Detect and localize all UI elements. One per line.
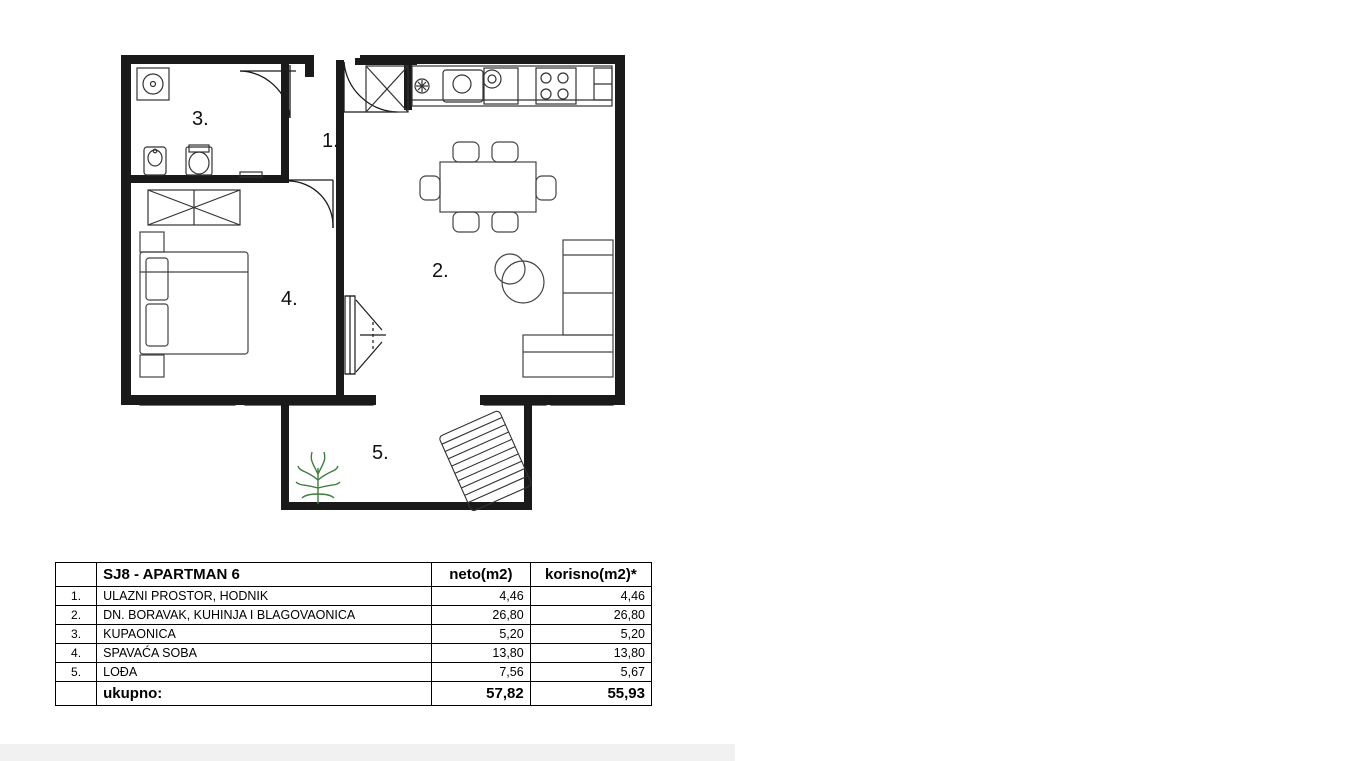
room-number-2: 2.: [432, 260, 449, 282]
doors: [240, 62, 398, 228]
total-korisno: 55,93: [530, 682, 651, 706]
row-neto: 26,80: [432, 606, 531, 625]
row-korisno: 4,46: [530, 587, 651, 606]
header-neto: neto(m2): [432, 563, 531, 587]
table-header-row: [56, 563, 652, 587]
bathroom-fixtures: [137, 68, 262, 225]
total-neto: 57,82: [432, 682, 531, 706]
room-number-labels: [192, 108, 449, 464]
row-korisno: 26,80: [530, 606, 651, 625]
header-index: [56, 563, 97, 587]
row-index: 2.: [56, 606, 97, 625]
row-neto: 7,56: [432, 663, 531, 682]
header-korisno: korisno(m2)*: [530, 563, 651, 587]
row-korisno: 5,20: [530, 625, 651, 644]
table-row: [56, 663, 652, 682]
room-number-1: 1.: [322, 130, 339, 152]
table-row: [56, 587, 652, 606]
row-neto: 13,80: [432, 644, 531, 663]
row-korisno: 13,80: [530, 644, 651, 663]
kitchen: [412, 66, 612, 106]
row-index: 3.: [56, 625, 97, 644]
total-label: ukupno:: [97, 682, 432, 706]
row-neto: 5,20: [432, 625, 531, 644]
row-name: DN. BORAVAK, KUHINJA I BLAGOVAONICA: [97, 606, 432, 625]
total-index: [56, 682, 97, 706]
table-total-row: [56, 682, 652, 706]
bedroom-door: [345, 296, 386, 374]
room-number-5: 5.: [372, 442, 389, 464]
living-room-furniture: [495, 240, 613, 377]
table-row: [56, 644, 652, 663]
row-index: 1.: [56, 587, 97, 606]
row-korisno: 5,67: [530, 663, 651, 682]
row-index: 5.: [56, 663, 97, 682]
room-number-4: 4.: [281, 288, 298, 310]
header-title: SJ8 - APARTMAN 6: [97, 563, 432, 587]
table-row: [56, 625, 652, 644]
row-name: LOĐA: [97, 663, 432, 682]
loggia-furniture: [296, 410, 532, 512]
entry-storage: [366, 66, 408, 112]
row-name: KUPAONICA: [97, 625, 432, 644]
row-name: ULAZNI PROSTOR, HODNIK: [97, 587, 432, 606]
area-table-body: [56, 563, 652, 706]
plant-icon: [296, 452, 340, 504]
dining-set: [420, 142, 556, 232]
row-index: 4.: [56, 644, 97, 663]
table-row: [56, 606, 652, 625]
page-bottom-strip: [0, 744, 735, 761]
room-number-3: 3.: [192, 108, 209, 130]
bedroom-furniture: [140, 232, 248, 377]
row-name: SPAVAĆA SOBA: [97, 644, 432, 663]
area-schedule-table: [55, 562, 652, 706]
row-neto: 4,46: [432, 587, 531, 606]
